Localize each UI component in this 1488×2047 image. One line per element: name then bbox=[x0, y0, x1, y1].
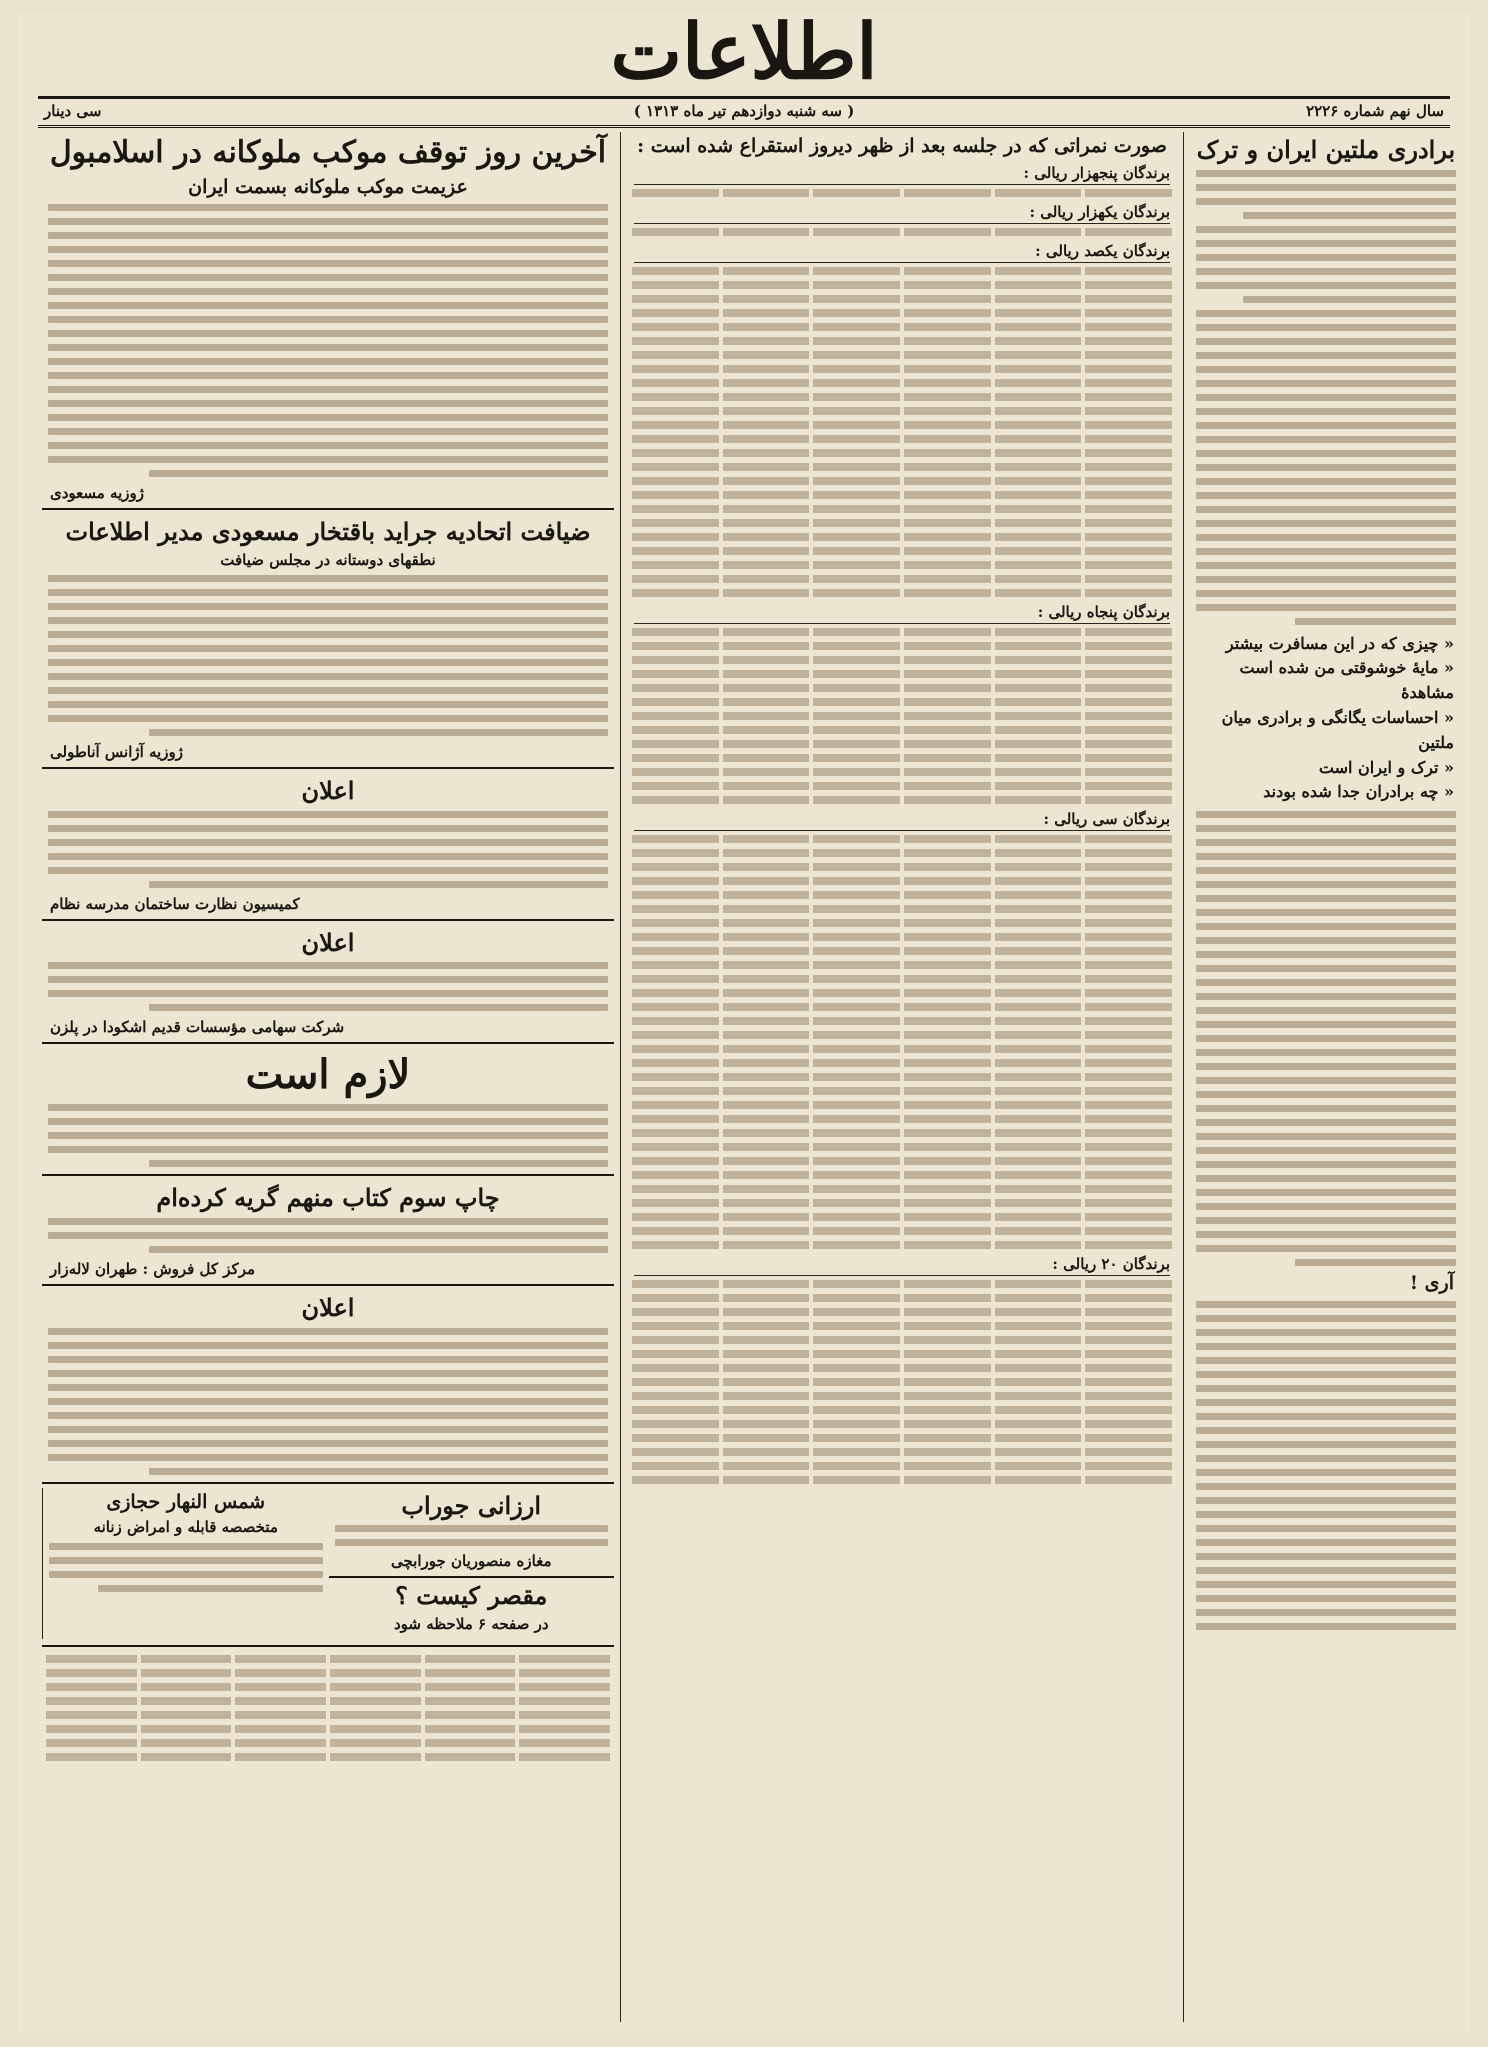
newspaper-page bbox=[18, 7, 1470, 2032]
story-subheadline: عزیمت موکب ملوکانه بسمت ایران bbox=[188, 175, 468, 198]
quote-line: « ترک و ایران است bbox=[1318, 757, 1454, 777]
article-body bbox=[1196, 1301, 1456, 1630]
lottery-number-table bbox=[632, 189, 1172, 197]
column-divider bbox=[620, 132, 621, 2022]
culprit-ad-heading: مقصر کیست ؟ bbox=[329, 1576, 615, 1610]
lottery-group-heading: برندگان سی ریالی : bbox=[634, 810, 1170, 831]
article-body bbox=[1196, 170, 1456, 625]
right-column bbox=[1190, 132, 1462, 2022]
quote-line: « مایهٔ خوشوقتی من شده است مشاهدهٔ bbox=[1239, 658, 1454, 703]
story-headline: ضیافت اتحادیه جراید باقتخار مسعودی مدیر اطلاعات bbox=[65, 517, 591, 547]
notice-heading: اعلان bbox=[301, 1292, 355, 1322]
ad-body bbox=[49, 1543, 323, 1592]
lottery-number-table-continued bbox=[46, 1655, 610, 1761]
right-headline: برادری ملتین ایران و ترک bbox=[1196, 135, 1456, 164]
lottery-number-table bbox=[632, 228, 1172, 236]
wanted-heading: لازم است bbox=[245, 1051, 411, 1099]
article-body bbox=[1196, 811, 1456, 1266]
socks-ad bbox=[329, 1488, 615, 1640]
doctor-name: شمس النهار حجازی bbox=[106, 1490, 266, 1513]
lottery-number-table bbox=[632, 835, 1172, 1249]
ad-body bbox=[48, 1218, 608, 1253]
price: سی دینار bbox=[44, 102, 102, 120]
notice-heading: اعلان bbox=[301, 776, 355, 806]
notice-body bbox=[48, 811, 608, 888]
book-ad-seller: مرکز کل فروش : طهران لاله‌زار bbox=[50, 1259, 256, 1278]
ad-body bbox=[335, 1525, 609, 1546]
story-subheadline: نطقهای دوستانه در مجلس ضیافت bbox=[220, 550, 436, 569]
column-divider bbox=[1183, 132, 1184, 2022]
lottery-group-heading: برندگان پنجاه ریالی : bbox=[634, 603, 1170, 624]
article-body bbox=[48, 575, 608, 736]
quoted-speech bbox=[1198, 632, 1454, 806]
lottery-headline: صورت نمراتی که در جلسه بعد از ظهر دیروز استقراع شده است : bbox=[637, 135, 1167, 157]
notice-signature: شرکت سهامی مؤسسات قدیم اشکودا در پلزن bbox=[50, 1018, 345, 1037]
story-headline: آخرین روز توقف موکب ملوکانه در اسلامبول bbox=[49, 135, 607, 170]
lottery-group-heading: برندگان پنجهزار ریالی : bbox=[634, 164, 1170, 185]
book-ad-heading: چاپ سوم کتاب منهم گریه کرده‌ام bbox=[156, 1183, 500, 1213]
socks-ad-heading: ارزانی جوراب bbox=[401, 1490, 542, 1520]
notice-body bbox=[48, 1328, 608, 1475]
notice-body bbox=[48, 1104, 608, 1167]
lottery-group-heading: برندگان یکصد ریالی : bbox=[634, 242, 1170, 263]
story-byline: ژوزیه آژانس آناطولی bbox=[50, 743, 183, 762]
socks-ad-shop: مغازه منصوریان جورابچی bbox=[390, 1552, 552, 1571]
notice-heading: اعلان bbox=[301, 927, 355, 957]
newspaper-logo: اطلاعات bbox=[610, 7, 878, 96]
lottery-group-heading: برندگان یکهزار ریالی : bbox=[634, 203, 1170, 224]
quote-line: « چه برادران جدا شده بودند bbox=[1263, 782, 1454, 802]
notice-body bbox=[48, 962, 608, 1011]
lottery-number-table bbox=[632, 628, 1172, 804]
quote-line: « چیزی که در این مسافرت بیشتر bbox=[1225, 633, 1454, 653]
issue-number: سال نهم شماره ۲۲۲۶ bbox=[1306, 102, 1444, 120]
notice-signature: کمیسیون نظارت ساختمان مدرسه نظام bbox=[50, 894, 300, 913]
quote-line: « احساسات یگانگی و برادری میان ملتین bbox=[1221, 707, 1454, 752]
lottery-group-heading: برندگان ۲۰ ریالی : bbox=[634, 1255, 1170, 1276]
doctor-ad bbox=[42, 1488, 329, 1640]
issue-date: ( سه شنبه دوازدهم تیر ماه ۱۳۱۳ ) bbox=[633, 102, 855, 120]
aside-heading: آری ! bbox=[1409, 1272, 1454, 1295]
dateline bbox=[38, 96, 1450, 128]
left-column bbox=[42, 132, 614, 2022]
story-byline: ژوزیه مسعودی bbox=[50, 484, 144, 503]
culprit-ad-line: در صفحه ۶ ملاحظه شود bbox=[393, 1615, 549, 1633]
lottery-number-table bbox=[632, 267, 1172, 597]
lottery-number-table bbox=[632, 1280, 1172, 1484]
doctor-specialty: متخصصه قابله و امراض زنانه bbox=[93, 1518, 278, 1537]
masthead bbox=[18, 7, 1470, 96]
lottery-column bbox=[628, 132, 1176, 2022]
article-body bbox=[48, 204, 608, 477]
